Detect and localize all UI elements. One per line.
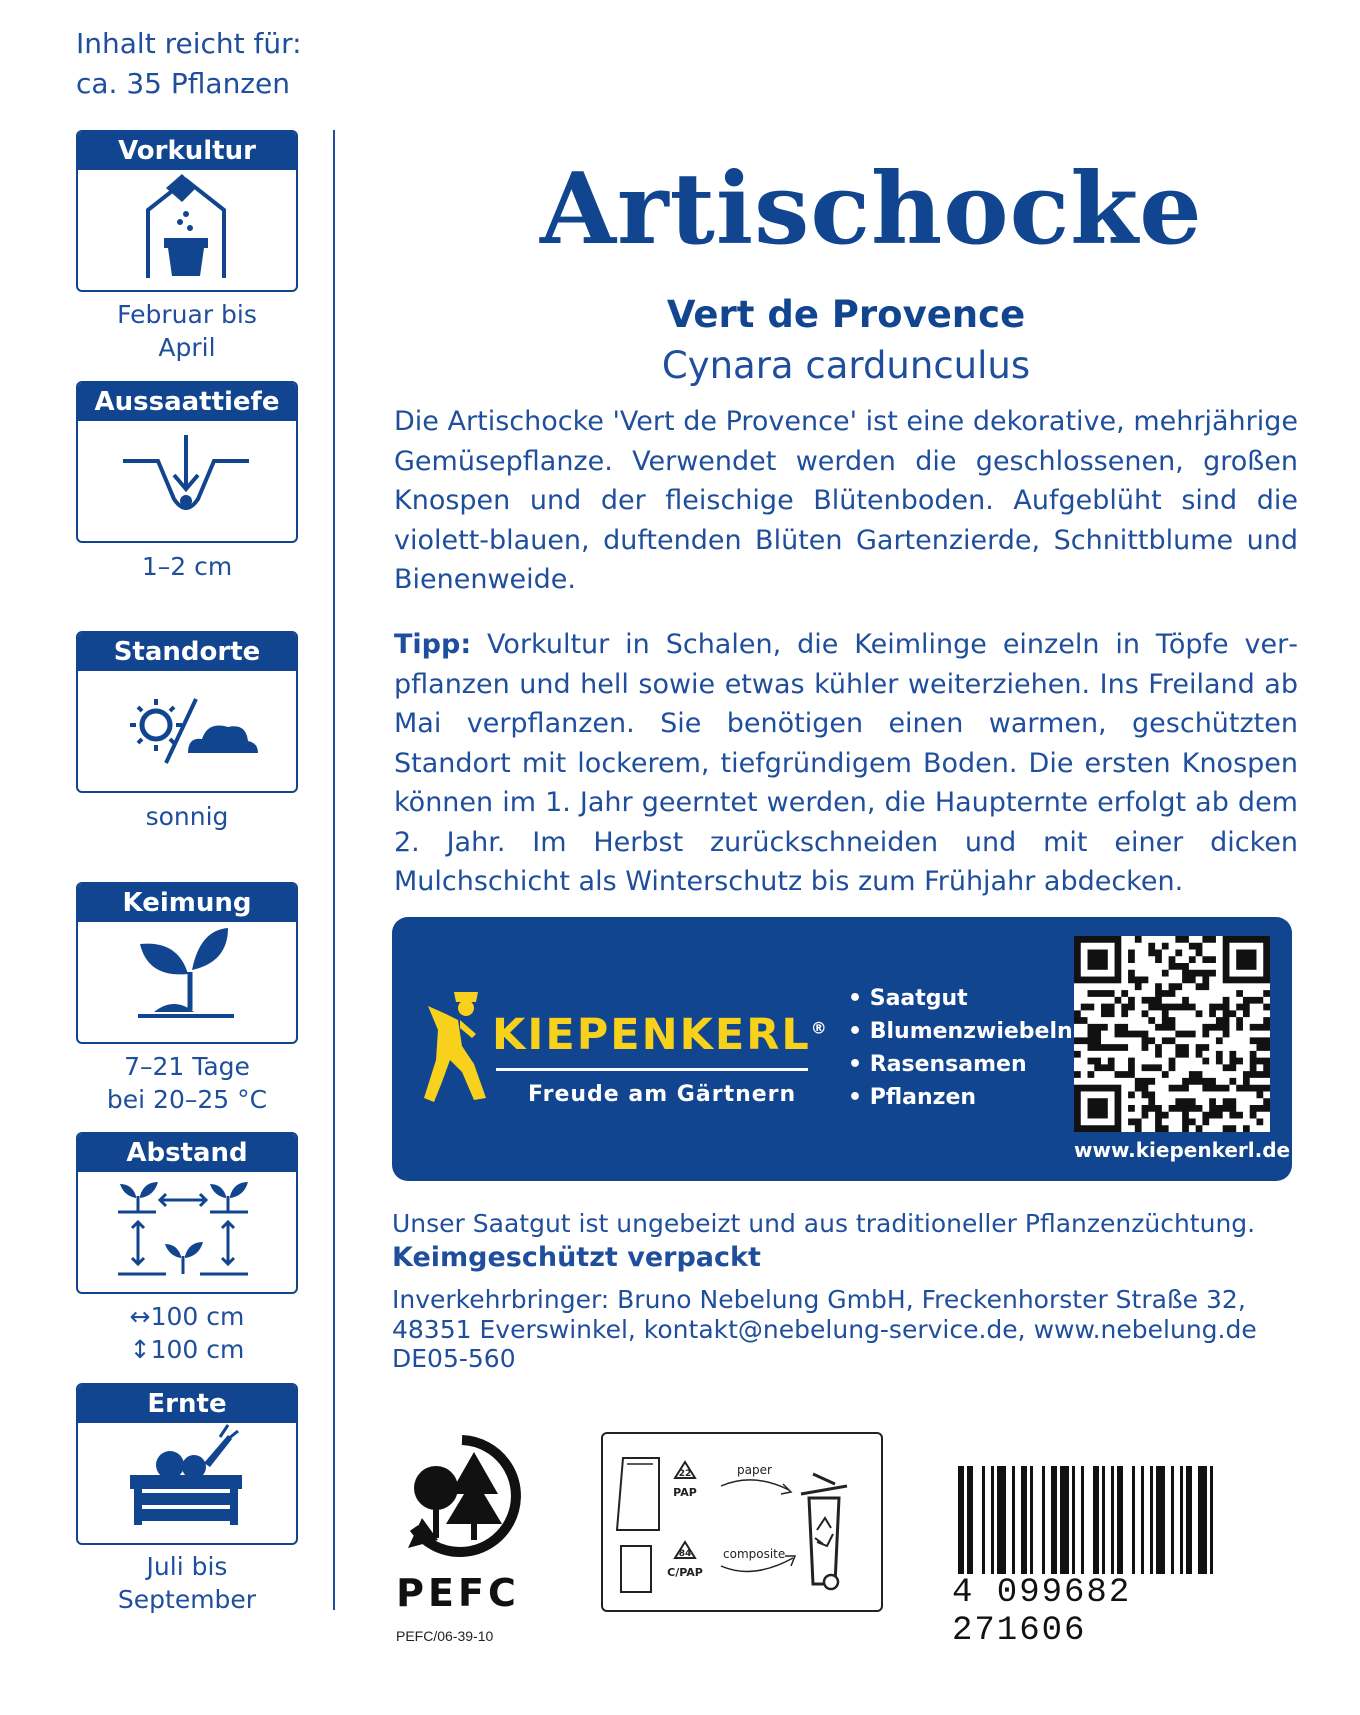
recycle-material1: PAP [673,1486,697,1499]
aussaattiefe-box [76,381,298,543]
recycle-label1: paper [737,1463,772,1477]
bullet-item: • Blumenzwiebeln [848,1019,1073,1044]
standorte-caption1: sonnig [145,802,229,831]
ernte-box [76,1383,298,1545]
content-info-line1: Inhalt reicht für: [76,27,302,60]
product-title: Artischocke [540,152,1203,267]
aussaattiefe-caption1: 1–2 cm [141,552,233,581]
pefc-label: PEFC [396,1571,520,1615]
recycle-label2: composite [723,1547,786,1561]
seed-info: Unser Saatgut ist ungebeizt und aus traditioneller Pflanzenzüchtung. [392,1209,1256,1238]
tip-text: Vorkultur in Schalen, die Keimlinge einzeln in Töpfe verpflanzen und hell sowie etwas kühler weiterziehen. Ins Freiland ab Mai verpflanzen. Sie benötigen einen warmen, geschützten Standort mit lockerem, tiefgründigem Boden. Die ersten Knospen können im 1. Jahr geerntet werden, die Haupternte erfolgt ab dem 2. Jahr. Im Herbst zurückschneiden und mit einer dicken Mulchschicht als Winterschutz bis zum Frühjahr abdecken. [394,629,1298,897]
keimung-caption1: 7–21 Tage [124,1052,250,1081]
bullet-item: • Pflanzen [848,1085,977,1110]
seedling-icon [78,922,295,1041]
pefc-logo-icon [392,1430,524,1620]
packaging-info: Keimgeschützt verpackt [392,1242,761,1273]
recycle-material2: C/PAP [667,1566,703,1579]
registered-mark: ® [810,1018,829,1038]
content-info-line2: ca. 35 Pflanzen [76,67,290,100]
standorte-box [76,631,298,793]
ernte-title: Ernte [78,1385,296,1423]
brand-wordmark: KIEPENKERL [492,1010,811,1060]
sowing-depth-icon [78,421,295,540]
product-tip [394,625,1298,902]
product-description: Die Artischocke 'Vert de Provence' ist eine dekorative, mehrjährige Gemüsepflanze. Verwendet werden die geschlossenen, großen Knospen und der fleischige Blütenboden. Aufgeblüht sind die violett-blauen, duftenden Blüten Gartenzierde, Schnittblume und Bienenweide. [394,406,1298,595]
aussaattiefe-title: Aussaattiefe [78,383,296,421]
brand-name [492,1010,829,1060]
abstand-box [76,1132,298,1294]
bullet-item: • Rasensamen [848,1052,1027,1077]
ernte-caption1: Juli bis [146,1552,228,1581]
abstand-caption [76,1300,298,1366]
ernte-caption [76,1550,298,1616]
spacing-icon [78,1172,295,1291]
greenhouse-icon [78,170,295,289]
barcode-icon [952,1466,1276,1574]
hiker-logo-icon [424,990,494,1108]
harvest-crate-icon [78,1423,295,1542]
brand-underline [496,1068,808,1071]
brand-slogan: Freude am Gärtnern [528,1082,797,1107]
product-latin-name: Cynara cardunculus [661,344,1031,387]
content-info [76,24,302,104]
pefc-code: PEFC/06-39-10 [396,1628,494,1644]
brand-url[interactable]: www.kiepenkerl.de [1074,1138,1291,1162]
column-divider [333,130,335,1610]
keimung-title: Keimung [78,884,296,922]
brand-bullets [848,982,1073,1114]
vorkultur-title: Vorkultur [78,132,296,170]
sun-cloud-icon [78,671,295,790]
abstand-caption1: ↔100 cm [129,1302,245,1331]
keimung-box [76,882,298,1044]
keimung-caption2: bei 20–25 °C [106,1085,268,1114]
ernte-caption2: September [117,1585,257,1614]
distributor-line2: 48351 Everswinkel, kontakt@nebelung-service.de, www.nebelung.de [392,1315,1257,1344]
barcode-number: 4 099682 271606 [952,1574,1132,1650]
vorkultur-caption1: Februar bis [117,300,257,329]
abstand-title: Abstand [78,1134,296,1172]
vorkultur-caption [76,298,298,364]
standorte-title: Standorte [78,633,296,671]
product-variety: Vert de Provence [666,293,1026,336]
vorkultur-caption2: April [158,333,216,362]
tip-label: Tipp: [394,629,472,660]
bullet-item: • Saatgut [848,986,968,1011]
standorte-caption [76,800,298,833]
vorkultur-box [76,130,298,292]
recycle-code2: 84 [678,1549,692,1559]
aussaattiefe-caption [76,550,298,583]
keimung-caption [76,1050,298,1116]
distributor-code: DE05-560 [392,1344,516,1373]
recycling-box [601,1432,883,1612]
recycle-code1: 22 [678,1469,692,1479]
abstand-caption2: ↕100 cm [129,1335,245,1364]
distributor-line1: Inverkehrbringer: Bruno Nebelung GmbH, Freckenhorster Straße 32, [392,1285,1246,1314]
qr-code-icon [1074,936,1270,1132]
recycling-info-icon [603,1434,881,1610]
qr-code[interactable] [1074,936,1270,1132]
